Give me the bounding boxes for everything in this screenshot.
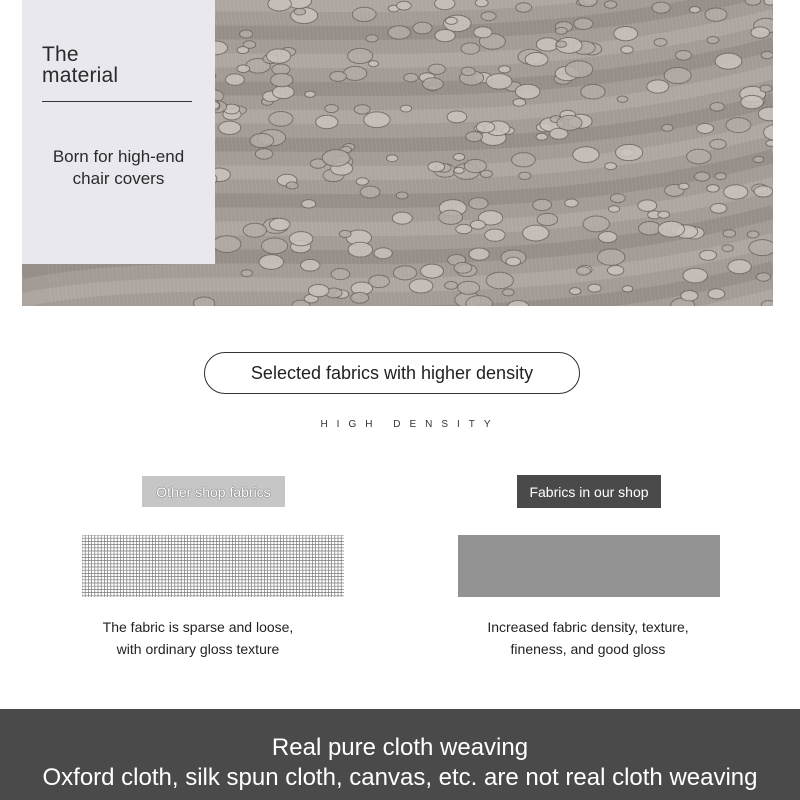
section-heading-pill	[204, 352, 580, 394]
hero-subtitle-line2: chair covers	[72, 169, 165, 188]
hero-title-line2: material	[42, 64, 119, 87]
hero-divider	[42, 101, 192, 102]
our-shop-label: Fabrics in our shop	[517, 475, 661, 508]
ours-caption-line2: fineness, and good gloss	[510, 641, 666, 657]
dense-weave-swatch	[458, 535, 720, 597]
footer-subline: Oxford cloth, silk spun cloth, canvas, etc. are not real cloth weaving	[42, 764, 758, 791]
density-tagline: HIGH DENSITY	[320, 419, 500, 430]
hero-fabric-photo	[22, 0, 773, 306]
footer-headline: Real pure cloth weaving	[271, 734, 529, 761]
ours-caption-line1: Increased fabric density, texture,	[487, 619, 689, 635]
hero-title	[42, 44, 212, 86]
other-fabric-caption	[48, 616, 348, 660]
footer-banner	[0, 709, 800, 800]
hero-card	[22, 0, 215, 264]
hero-subtitle-line1: Born for high-end	[52, 147, 185, 166]
other-caption-line1: The fabric is sparse and loose,	[102, 619, 294, 635]
section-heading-text: Selected fabrics with higher density	[250, 362, 534, 383]
our-fabric-caption	[438, 616, 738, 660]
other-caption-line2: with ordinary gloss texture	[116, 641, 280, 657]
sparse-weave-swatch	[82, 535, 344, 597]
other-shop-label: Other shop fabrics	[142, 476, 285, 507]
hero-subtitle	[22, 146, 215, 190]
hero-title-line1: The	[42, 43, 79, 66]
